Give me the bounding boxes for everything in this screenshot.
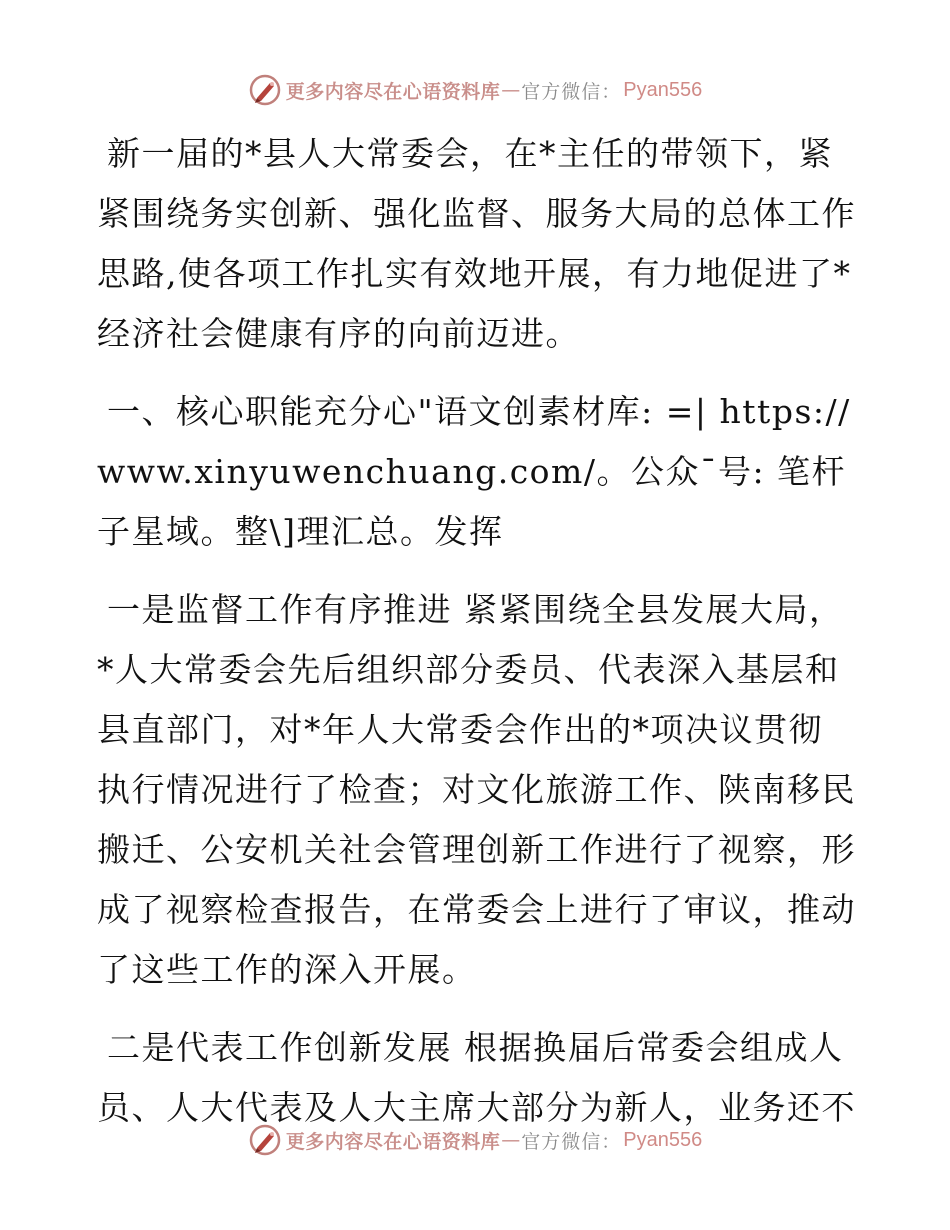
paragraph-intro: 新一届的*县人大常委会，在*主任的带领下，紧紧围绕务实创新、强化监督、服务大局的总体工作思路,使各项工作扎实有效地开展，有力地促进了*经济社会健康有序的向前迈进。 [97, 134, 856, 353]
banner-site-name: 更多内容尽在心语资料库 [285, 80, 501, 103]
pen-logo-icon [248, 1123, 282, 1157]
footer-watermark-banner [0, 1118, 950, 1162]
paragraph-deputies: 二是代表工作创新发展 根据换届后常委会组成人员、人大代表及人大主席大部分为新人，业务还不 [97, 1028, 856, 1127]
banner-dash: — [501, 1129, 521, 1151]
banner-wechat-label: 官方微信： [521, 80, 622, 103]
banner-dash: — [501, 79, 521, 101]
banner-wechat-id: Pyan556 [623, 1128, 703, 1151]
paragraph-supervision: 一是监督工作有序推进 紧紧围绕全县发展大局，*人大常委会先后组织部分委员、代表深入基层和县直部门，对*年人大常委会作出的*项决议贯彻执行情况进行了检查；对文化旅游工作、陕南移民搬迁、公安机关社会管理创新工作进行了视察，形成了视察检查报告，在常委会上进行了审议，推动了这些工作的深入开展。 [97, 590, 856, 989]
banner-wechat-id: Pyan556 [623, 78, 703, 101]
paragraph-section-heading: 一、核心职能充分心"语文创素材库: =| https://www.xinyuwenchuang.com/。公众¯号: 笔杆子星域。整\]理汇总。发挥 [97, 392, 851, 551]
banner-wechat-label: 官方微信： [521, 1130, 622, 1153]
header-watermark-banner [0, 68, 950, 112]
banner-site-name: 更多内容尽在心语资料库 [285, 1130, 501, 1153]
pen-logo-icon [248, 73, 282, 107]
document-body [97, 124, 857, 1156]
